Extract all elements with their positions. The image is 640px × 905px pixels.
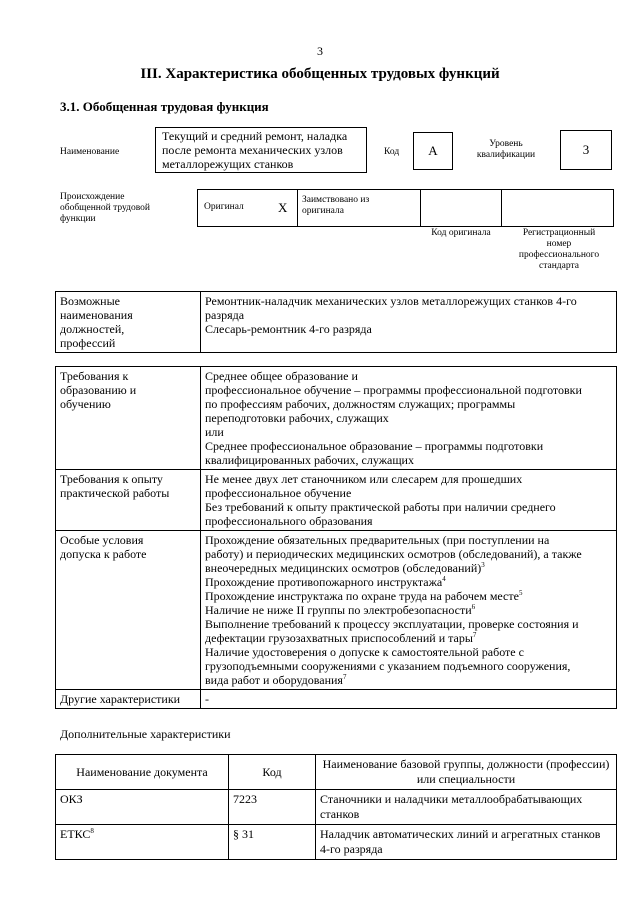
borrowed-label-line: оригинала xyxy=(302,206,344,216)
footnote-ref: 7 xyxy=(472,631,477,639)
requirement-value-line xyxy=(205,514,612,528)
documents-row xyxy=(56,825,617,860)
level-value-box xyxy=(560,130,612,170)
requirement-label-line: обучению xyxy=(60,397,111,411)
requirement-value xyxy=(201,690,617,709)
footnote-ref: 4 xyxy=(442,575,446,583)
requirement-row xyxy=(56,367,617,470)
borrowed-label-line: Заимствовано из xyxy=(302,195,370,205)
doc-code-cell: 7223 xyxy=(229,790,316,825)
origin-label xyxy=(60,192,150,225)
doc-code-cell: § 31 xyxy=(229,825,316,860)
positions-value-line: Слесарь-ремонтник 4-го разряда xyxy=(205,322,372,336)
requirement-text: профессиональное обучение xyxy=(205,486,352,500)
positions-value-line: разряда xyxy=(205,308,245,322)
doc-name-cell xyxy=(56,790,229,825)
origin-box xyxy=(197,189,614,227)
requirement-value-line xyxy=(205,411,612,425)
requirement-row xyxy=(56,531,617,690)
requirement-text: Наличие не ниже II группы по электробезопасности xyxy=(205,603,472,617)
requirement-value-line xyxy=(205,645,612,659)
code-value-box xyxy=(413,132,453,170)
requirement-text: Прохождение инструктажа по охране труда на рабочем месте xyxy=(205,589,519,603)
requirement-value-line xyxy=(205,603,612,617)
doc-group-cell: Наладчик автоматических линий и агрегатных станков 4-го разряда xyxy=(316,825,617,860)
requirement-text: - xyxy=(205,692,209,706)
code-label: Код xyxy=(384,147,400,157)
requirement-value-line xyxy=(205,397,612,411)
positions-row xyxy=(56,292,617,353)
borrowed-label xyxy=(302,195,369,217)
level-label-line: Уровень xyxy=(489,139,523,149)
requirement-value xyxy=(201,531,617,690)
level-label-line: квалификации xyxy=(476,150,536,160)
original-mark: Х xyxy=(278,200,288,215)
requirement-text: Среднее общее образование и xyxy=(205,369,358,383)
footnote-ref: 8 xyxy=(90,827,94,835)
requirement-value-line xyxy=(205,486,612,500)
requirement-value-line xyxy=(205,472,612,486)
positions-label-line: профессий xyxy=(60,336,116,350)
requirement-text: Прохождение обязательных предварительных (при поступлении на xyxy=(205,533,550,547)
positions-label-line: наименования xyxy=(60,308,133,322)
origin-label-line: Происхождение xyxy=(60,192,125,202)
requirement-value xyxy=(201,367,617,470)
documents-table xyxy=(55,754,617,860)
requirement-text: грузоподъемными сооружениями с указанием подъемного сооружения, xyxy=(205,659,571,673)
positions-value-line: Ремонтник-наладчик механических узлов металлорежущих станков 4-го xyxy=(205,294,577,308)
code-value: А xyxy=(428,143,438,158)
requirement-value-line xyxy=(205,631,612,645)
doc-group-cell: Станочники и наладчики металлообрабатывающих станков xyxy=(316,790,617,825)
requirement-label xyxy=(56,531,201,690)
requirement-value-line xyxy=(205,575,612,589)
documents-header-row xyxy=(56,755,617,790)
positions-label-line: Возможные xyxy=(60,294,120,308)
function-name-line: после ремонта механических узлов xyxy=(162,143,343,157)
doc-name-header: Наименование документа xyxy=(56,755,229,790)
requirement-text: Без требований к опыту практической работы при наличии среднего xyxy=(205,500,556,514)
requirement-row xyxy=(56,690,617,709)
requirement-label xyxy=(56,690,201,709)
additional-title: Дополнительные характеристики xyxy=(60,727,231,741)
doc-code-header: Код xyxy=(229,755,316,790)
doc-name: ЕТКС xyxy=(60,827,91,841)
function-name-box xyxy=(155,127,367,173)
requirement-text: Прохождение противопожарного инструктажа xyxy=(205,575,443,589)
requirement-text: или xyxy=(205,425,224,439)
origin-label-line: функции xyxy=(60,214,96,224)
requirement-label-line: Другие характеристики xyxy=(60,692,181,706)
requirement-text: Наличие удостоверения о допуске к самостоятельной работе с xyxy=(205,645,524,659)
requirement-value-line xyxy=(205,692,612,706)
positions-label-line: должностей, xyxy=(60,322,125,336)
requirement-value-line xyxy=(205,617,612,631)
requirement-label-line: практической работы xyxy=(60,486,170,500)
origin-divider xyxy=(420,190,421,226)
origin-divider xyxy=(297,190,298,226)
requirement-value-line xyxy=(205,533,612,547)
subsection-title: 3.1. Обобщенная трудовая функция xyxy=(60,99,269,114)
requirement-text: Не менее двух лет станочником или слесарем для прошедших xyxy=(205,472,523,486)
requirement-text: профессиональное обучение – программы профессиональной подготовки xyxy=(205,383,582,397)
footnote-ref: 6 xyxy=(471,603,476,611)
footnote-ref: 3 xyxy=(481,561,485,569)
footnote-ref: 7 xyxy=(342,673,347,681)
requirement-value-line xyxy=(205,439,612,453)
requirement-value-line xyxy=(205,453,612,467)
requirement-text: Среднее профессиональное образование – программы подготовки xyxy=(205,439,544,453)
requirement-text: квалифицированных рабочих, служащих xyxy=(205,453,414,467)
reg-number-caption-line: номер xyxy=(546,239,572,249)
requirement-label-line: Особые условия xyxy=(60,533,144,547)
requirement-value-line xyxy=(205,673,612,687)
requirement-label-line: образованию и xyxy=(60,383,137,397)
original-label: Оригинал xyxy=(204,202,244,212)
requirement-text: дефектации грузозахватных приспособлений и тары xyxy=(205,631,473,645)
requirement-text: вида работ и оборудования xyxy=(205,673,343,687)
positions-label xyxy=(56,292,201,353)
requirement-value-line xyxy=(205,500,612,514)
requirement-value-line xyxy=(205,547,612,561)
requirement-text: Выполнение требований к процессу эксплуатации, проверке состояния и xyxy=(205,617,579,631)
requirement-label xyxy=(56,367,201,470)
requirement-text: переподготовки рабочих, служащих xyxy=(205,411,389,425)
positions-table xyxy=(55,291,617,353)
requirement-value-line xyxy=(205,589,612,603)
function-name-line: металлорежущих станков xyxy=(162,157,294,171)
requirement-text: работу) и периодических медицинских осмотров (обследований), а также xyxy=(205,547,582,561)
requirement-value-line xyxy=(205,425,612,439)
requirement-text: внеочередных медицинских осмотров (обследований) xyxy=(205,561,482,575)
requirement-value-line xyxy=(205,659,612,673)
requirement-value-line xyxy=(205,561,612,575)
reg-number-caption-line: стандарта xyxy=(539,261,579,271)
origin-label-line: обобщенной трудовой xyxy=(60,203,150,213)
page-number: 3 xyxy=(317,44,323,58)
requirement-label-line: Требования к xyxy=(60,369,129,383)
positions-values xyxy=(201,292,617,353)
code-original-caption: Код оригинала xyxy=(431,228,491,238)
requirement-text: профессионального образования xyxy=(205,514,373,528)
documents-row xyxy=(56,790,617,825)
section-title: III. Характеристика обобщенных трудовых функций xyxy=(140,66,500,82)
level-value: 3 xyxy=(582,142,590,157)
requirement-value-line xyxy=(205,369,612,383)
function-name-line: Текущий и средний ремонт, наладка xyxy=(162,129,348,143)
requirement-value xyxy=(201,470,617,531)
requirement-row xyxy=(56,470,617,531)
origin-divider xyxy=(501,190,502,226)
reg-number-caption xyxy=(503,228,615,272)
reg-number-caption-line: Регистрационный xyxy=(522,228,596,238)
reg-number-caption-line: профессионального xyxy=(518,250,600,260)
doc-name: ОКЗ xyxy=(60,792,83,806)
name-label: Наименование xyxy=(60,147,120,157)
requirement-text: по профессиям рабочих, должностям служащих; программы xyxy=(205,397,516,411)
requirements-table xyxy=(55,366,617,709)
footnote-ref: 5 xyxy=(518,589,523,597)
requirement-label-line: допуска к работе xyxy=(60,547,147,561)
doc-name-cell xyxy=(56,825,229,860)
level-label xyxy=(466,139,546,161)
requirement-label-line: Требования к опыту xyxy=(60,472,163,486)
requirement-value-line xyxy=(205,383,612,397)
doc-group-header: Наименование базовой группы, должности (профессии) или специальности xyxy=(316,755,617,790)
requirement-label xyxy=(56,470,201,531)
